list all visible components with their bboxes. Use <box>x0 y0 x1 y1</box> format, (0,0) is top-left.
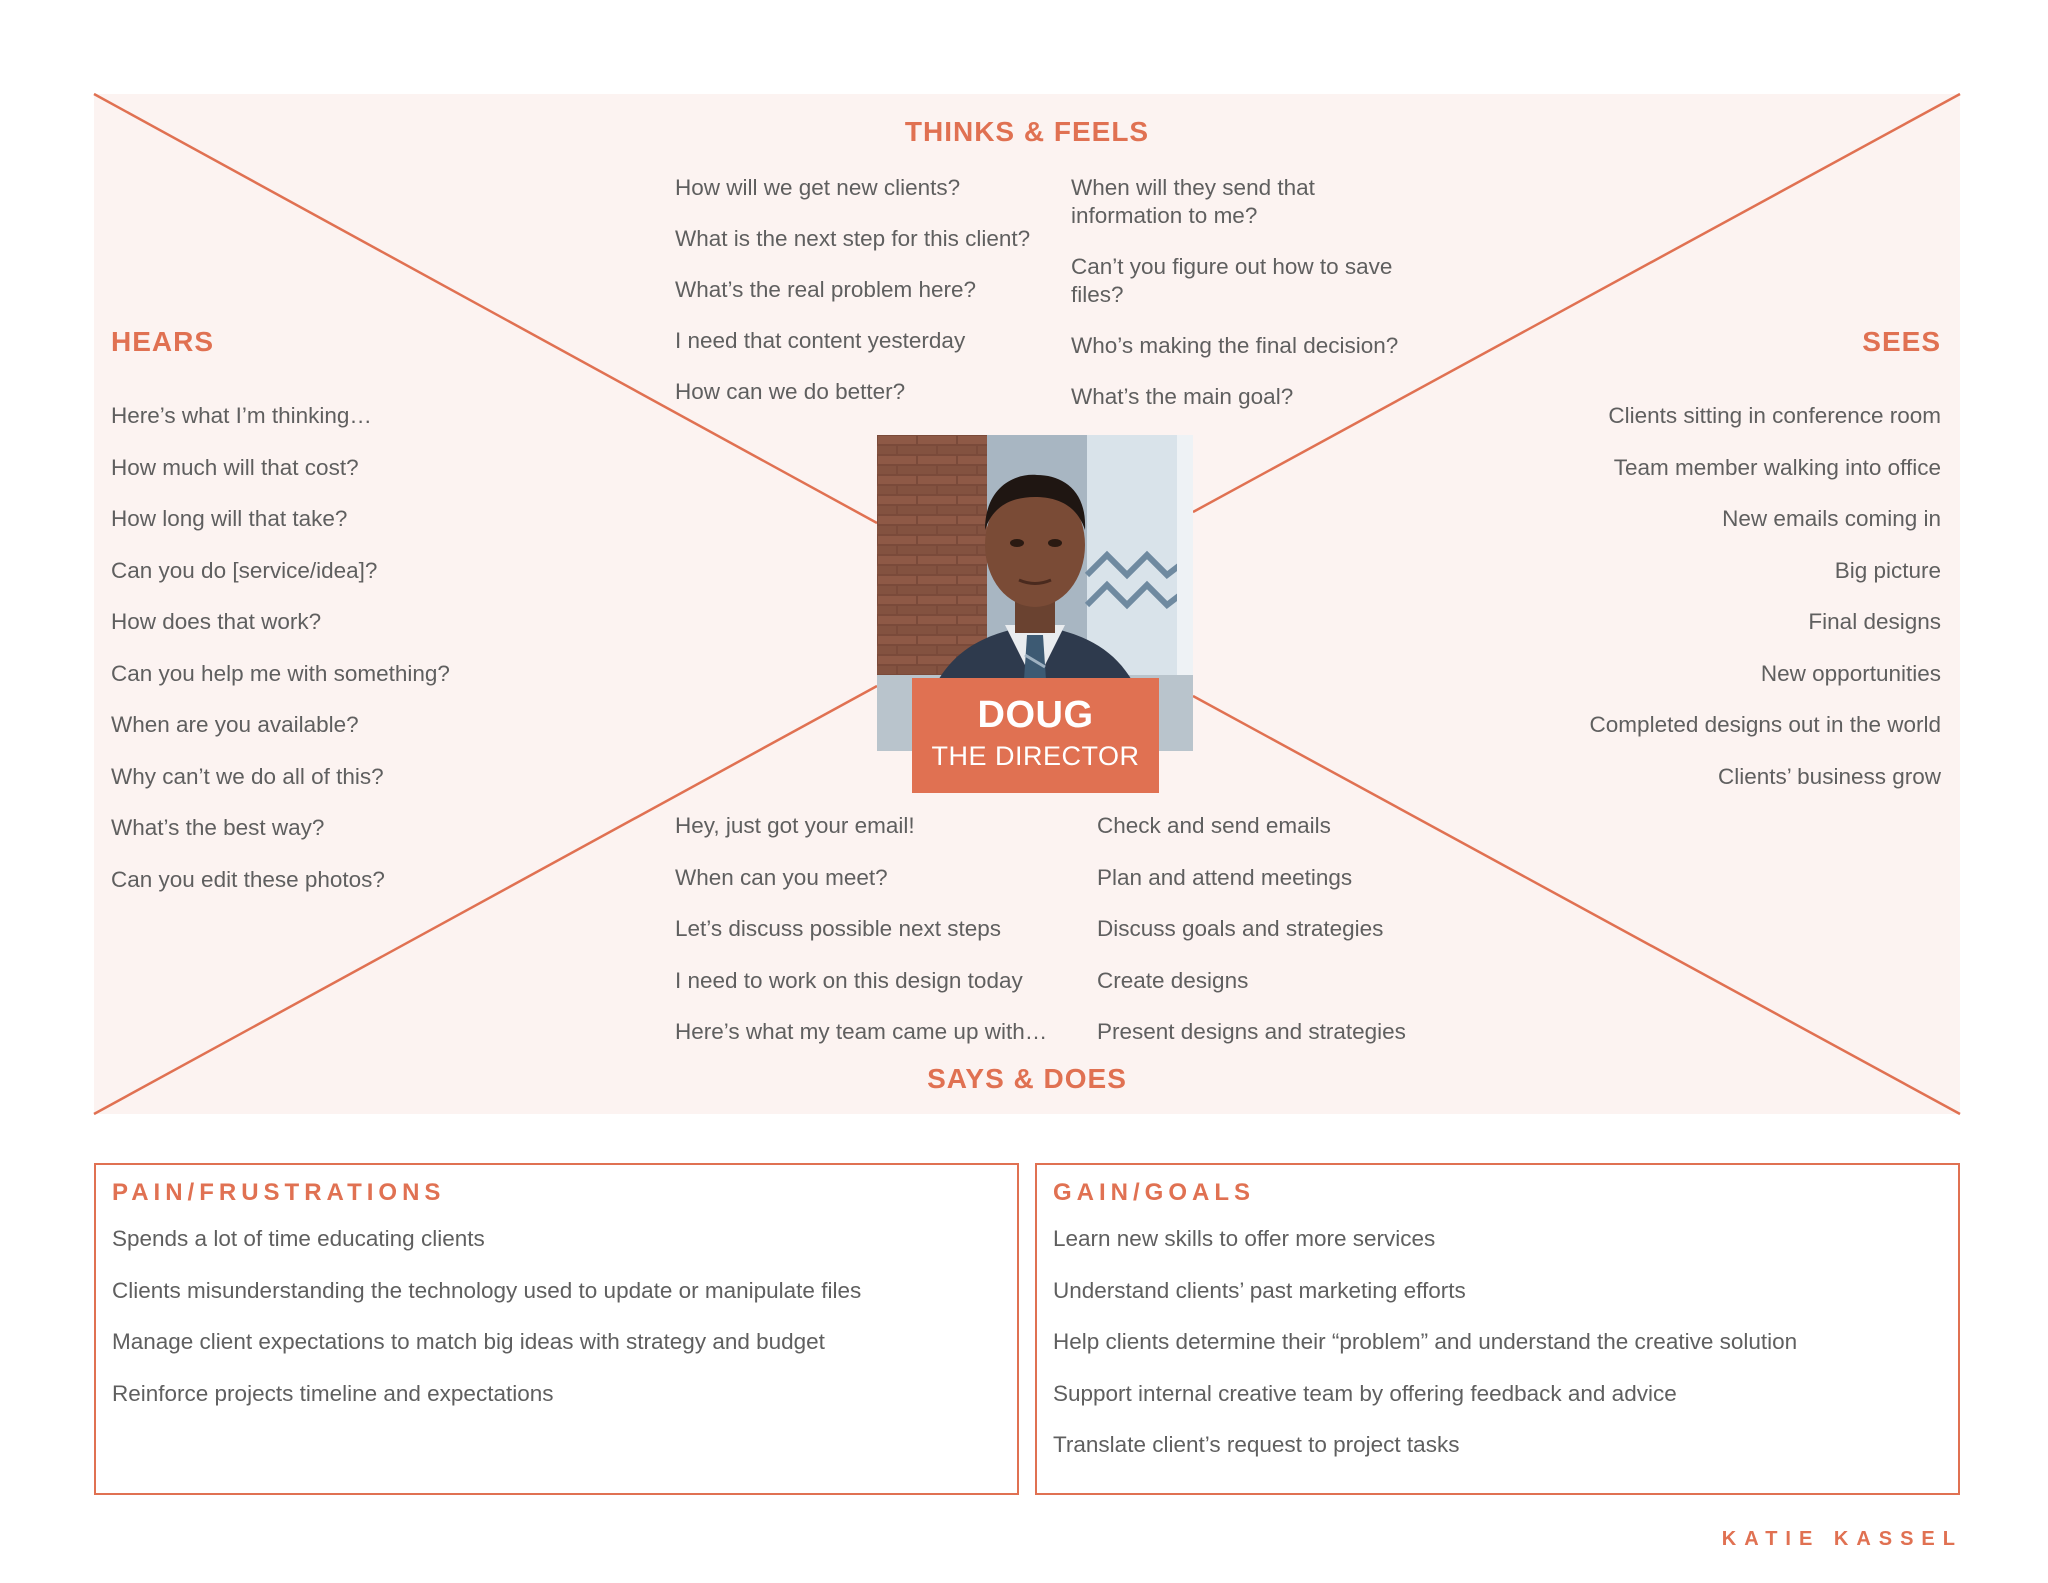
list-item: Learn new skills to offer more services <box>1053 1226 1436 1251</box>
list-item: Discuss goals and strategies <box>1097 916 1384 941</box>
list-item: What is the next step for this client? <box>675 226 1031 251</box>
list-item: Here’s what my team came up with… <box>675 1019 1048 1044</box>
gain-goals-list <box>1053 1225 1797 1483</box>
persona-role: THE DIRECTOR <box>931 741 1140 771</box>
list-item: Create designs <box>1097 967 1249 993</box>
persona-name-tag <box>912 678 1159 793</box>
says-list <box>675 812 1095 1070</box>
list-item: Reinforce projects timeline and expectations <box>112 1380 554 1406</box>
list-item: Plan and attend meetings <box>1097 864 1353 890</box>
list-item: New opportunities <box>1760 660 1941 686</box>
list-item: Spends a lot of time educating clients <box>112 1226 485 1251</box>
list-item: When are you available? <box>111 712 359 737</box>
says-does-title: SAYS & DOES <box>927 1063 1127 1094</box>
list-item: Can you edit these photos? <box>111 866 385 892</box>
list-item: How much will that cost? <box>111 454 359 480</box>
list-item: Clients’ business grow <box>1717 763 1941 789</box>
list-item: Present designs and strategies <box>1097 1019 1406 1044</box>
list-item: Support internal creative team by offering feedback and advice <box>1053 1380 1677 1406</box>
pain-frustrations-list <box>112 1225 861 1431</box>
persona-name: DOUG <box>977 694 1094 736</box>
hears-list <box>111 402 531 917</box>
list-item: Let’s discuss possible next steps <box>675 916 1002 941</box>
list-item: I need to work on this design today <box>675 967 1023 993</box>
list-item: Can you help me with something? <box>111 660 450 686</box>
list-item: What’s the best way? <box>111 815 325 840</box>
list-item: Clients misunderstanding the technology used to update or manipulate files <box>112 1277 862 1303</box>
list-item: How will we get new clients? <box>675 175 961 200</box>
list-item: I need that content yesterday <box>675 328 966 353</box>
list-item: Hey, just got your email! <box>675 813 915 838</box>
gain-goals-box <box>1035 1163 1960 1495</box>
list-item: Who’s making the final decision? <box>1071 333 1399 358</box>
pain-frustrations-title: PAIN/FRUSTRATIONS <box>112 1179 446 1206</box>
sees-list <box>1481 402 1941 814</box>
list-item: Here’s what I’m thinking… <box>111 403 372 428</box>
list-item: Translate client’s request to project tasks <box>1053 1432 1460 1457</box>
list-item: Completed designs out in the world <box>1589 712 1941 737</box>
list-item: Why can’t we do all of this? <box>111 763 384 789</box>
list-item: What’s the main goal? <box>1071 384 1294 409</box>
list-item: Final designs <box>1808 609 1941 634</box>
list-item: How does that work? <box>111 609 322 634</box>
list-item: What’s the real problem here? <box>675 277 976 302</box>
list-item: How can we do better? <box>675 379 906 404</box>
does-list <box>1097 812 1457 1070</box>
list-item: Manage client expectations to match big ideas with strategy and budget <box>112 1329 825 1354</box>
list-item: Help clients determine their “problem” and understand the creative solution <box>1053 1329 1798 1354</box>
author-credit: KATIE KASSEL <box>1721 1528 1963 1550</box>
list-item: Clients sitting in conference room <box>1608 403 1941 428</box>
thinks-feels-list-left <box>675 174 1065 429</box>
list-item: When can you meet? <box>675 864 888 890</box>
list-item: Can’t you figure out how to save files? <box>1071 254 1393 307</box>
sees-title: SEES <box>1862 326 1941 357</box>
list-item: New emails coming in <box>1722 506 1941 531</box>
list-item: Understand clients’ past marketing efforts <box>1053 1277 1466 1303</box>
hears-title: HEARS <box>111 326 215 357</box>
list-item: Team member walking into office <box>1613 454 1941 480</box>
list-item: Can you do [service/idea]? <box>111 557 378 583</box>
list-item: How long will that take? <box>111 506 348 531</box>
thinks-feels-title: THINKS & FEELS <box>904 116 1150 147</box>
pain-frustrations-box <box>94 1163 1019 1495</box>
gain-goals-title: GAIN/GOALS <box>1053 1179 1256 1206</box>
list-item: Big picture <box>1834 557 1941 583</box>
thinks-feels-list-right <box>1071 174 1431 434</box>
list-item: When will they send that information to me? <box>1071 175 1315 228</box>
list-item: Check and send emails <box>1097 813 1331 838</box>
